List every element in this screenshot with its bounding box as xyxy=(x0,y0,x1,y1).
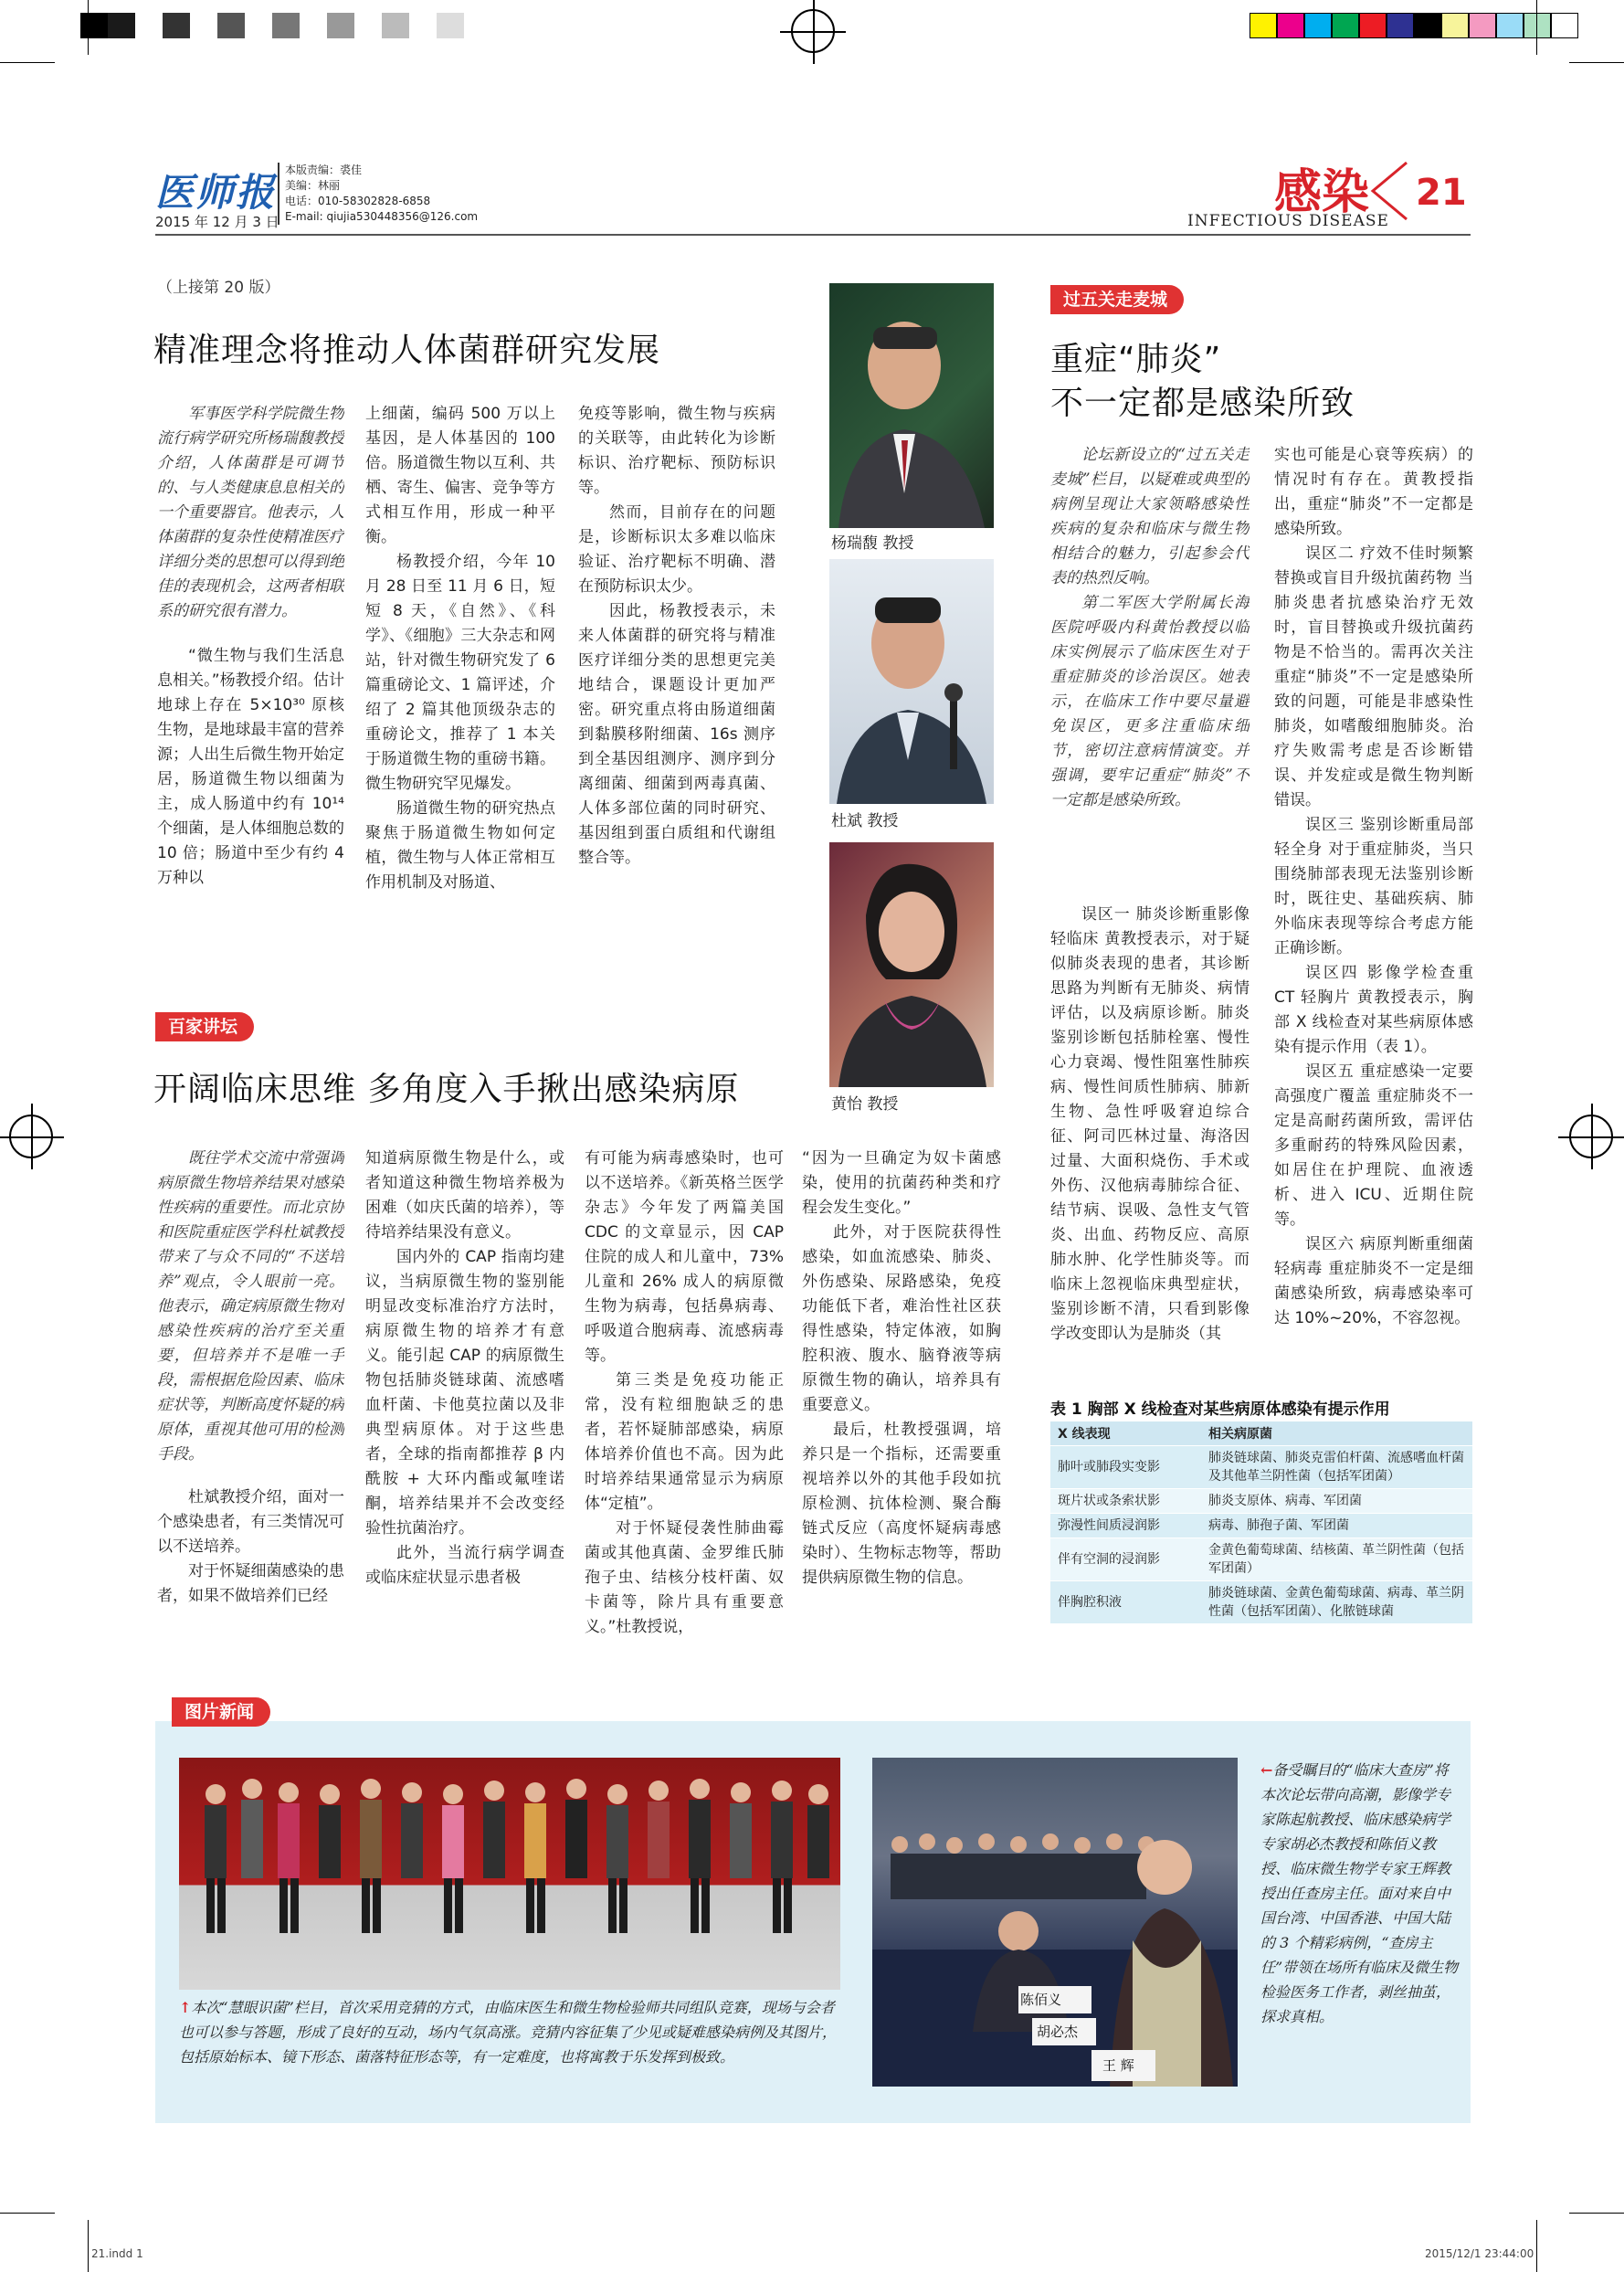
article2-col1 xyxy=(157,1147,344,1658)
right-caption-text: 备受瞩目的“临床大查房”将本次论坛带向高潮，影像学专家陈起航教授、临床感染病学专家胡必杰教授和陈佰义教授、临床微生物学专家王辉教授出任查房主任。面对来自中国台湾、中国香港、中国大陆的 3 个精彩病例，“查房主任”带领在场所有临床及微生物检验医务工作者，剥丝抽茧，探求真相。 xyxy=(1260,1761,1459,2025)
table-header-cell: 相关病原菌 xyxy=(1201,1421,1472,1446)
article3-headline-line1: 重症“肺炎” xyxy=(1050,341,1222,378)
arrow-up-icon: ↑ xyxy=(179,1999,192,2016)
article3-headline-line2: 不一定都是感染所致 xyxy=(1050,385,1355,422)
article2-paragraph: 最后，杜教授强调，培养只是一个指标，还需要重视培养以外的其他手段如抗原检测、抗体检测、聚合酶链式反应（高度怀疑病毒感染时）、生物标志物等，帮助提供病原微生物的信息。 xyxy=(802,1421,1001,1587)
article3-col1 xyxy=(1050,443,1250,900)
issue-date: 2015 年 12 月 3 日 xyxy=(155,214,279,230)
slug-left: 21.indd 1 xyxy=(91,2247,143,2260)
table-cell: 伴胸腔积液 xyxy=(1050,1581,1201,1624)
editor-line: 本版责编：裘佳 xyxy=(285,164,363,176)
registration-target-right xyxy=(1569,1115,1613,1158)
portrait-photo-huang xyxy=(829,842,994,1087)
crop-mark xyxy=(88,0,89,55)
article3-paragraph: 误区五 重症感染一定要高强度广覆盖 重症肺炎不一定是高耐药菌所致，需评估多重耐药的特殊风险因素，如居住在护理院、血液透析、进入 ICU、近期住院等。 xyxy=(1274,1062,1473,1229)
article1-paragraph: 杨教授介绍，今年 10 月 28 日至 11 月 6 日，短短 8 天，《自然》、《科学》、《细胞》三大杂志和网站，针对微生物研究发了 6 篇重磅论文、1 篇评述，介绍了 2 篇其他顶级杂志的重磅论文，推荐了 1 本关于肠道微生物的重磅书籍。微生物研究罕见爆发。 xyxy=(365,553,555,793)
article3-col1-b xyxy=(1050,903,1250,1382)
article2-col4 xyxy=(802,1147,1001,1658)
section-subtitle: INFECTIOUS DISEASE xyxy=(1187,212,1389,230)
article1-paragraph: 因此，杨教授表示，未来人体菌群的研究将与精准医疗详细分类的思想更完美地结合，课题设计更加严密。研究重点将由肠道细菌到黏膜移附细菌、16s 测序到全基因组测序、测序到分离细菌、细菌到两毒真菌、人体多部位菌的同时研究、基因组到蛋白质组和代谢组整合等。 xyxy=(578,602,775,867)
article3-paragraph: 误区三 鉴别诊断重局部轻全身 对于重症肺炎，当只围绕肺部表现无法鉴别诊断时，既往史、基础疾病、肺外临床表现等综合考虑方能正确诊断。 xyxy=(1274,816,1473,957)
section-title: 感染 xyxy=(1274,165,1370,220)
article2-col2 xyxy=(365,1147,564,1658)
article1-paragraph: 军事医学科学院微生物流行病学研究所杨瑞馥教授介绍，人体菌群是可调节的、与人类健康息息相关的一个重要器官。他表示，人体菌群的复杂性使精准医疗详细分类的思想可以得到绝佳的表现机会，这两者相联系的研究很有潜力。 xyxy=(157,405,344,620)
chevron-left-icon xyxy=(1366,159,1411,223)
left-caption-text: 本次“慧眼识菌”栏目，首次采用竞猜的方式，由临床医生和微生物检验师共同组队竞赛，现场与会者也可以参与答题，形成了良好的互动，场内气氛高涨。竞猜内容征集了少见或疑难感染病例及其图片，包括原始标本、镜下形态、菌落特征形态等，有一定难度，也将寓教于乐发挥到极致。 xyxy=(179,1999,838,2066)
article2-paragraph: 既往学术交流中常强调病原微生物培养结果对感染性疾病的重要性。而北京协和医院重症医学科杜斌教授带来了与众不同的“不送培养”观点，令人眼前一亮。他表示，确定病原微生物对感染性疾病的治疗至关重要，但培养并不是唯一手段，需根据危险因素、临床症状等，判断高度怀疑的病原体，重视其他可用的检测手段。 xyxy=(157,1149,344,1464)
registration-target-top xyxy=(791,9,835,53)
portrait-caption: 杨瑞馥 教授 xyxy=(831,534,914,553)
email-line: E-mail: qiujia530448356@126.com xyxy=(285,210,479,223)
table-title: 表 1 胸部 X 线检查对某些病原体感染有提示作用 xyxy=(1050,1400,1390,1419)
conference-photo xyxy=(872,1758,1238,2087)
crop-mark xyxy=(1536,2220,1537,2272)
nameplate: 王 辉 xyxy=(1102,2057,1134,2074)
picture-news-kicker: 图片新闻 xyxy=(172,1697,270,1727)
article2-col3 xyxy=(585,1147,784,1658)
conference-photo-caption xyxy=(1260,1758,1461,2029)
color-bar xyxy=(1250,13,1578,38)
designer-line: 美编：林丽 xyxy=(285,179,341,192)
article3-col2 xyxy=(1274,443,1473,1382)
table-cell: 肺炎链球菌、金黄色葡萄球菌、病毒、革兰阴性菌（包括军团菌）、化脓链球菌 xyxy=(1201,1581,1472,1624)
table-row xyxy=(1050,1489,1472,1514)
table-cell: 伴有空洞的浸润影 xyxy=(1050,1538,1201,1581)
crop-mark xyxy=(1536,0,1537,55)
table-row xyxy=(1050,1446,1472,1489)
table-row xyxy=(1050,1581,1472,1624)
nameplate: 陈佰义 xyxy=(1020,1992,1062,2008)
article1-paragraph: 免疫等影响，微生物与疾病的关联等，由此转化为诊断标识、治疗靶标、预防标识等。 xyxy=(578,405,775,497)
crop-mark xyxy=(1569,2213,1624,2214)
article3-paragraph: 论坛新设立的“过五关走麦城”栏目，以疑难或典型的病例呈现让大家领略感染性疾病的复杂和临床与微生物相结合的魅力，引起参会代表的热烈反响。 xyxy=(1050,446,1250,587)
article3-paragraph: 误区四 影像学检查重 CT 轻胸片 黄教授表示，胸部 X 线检查对某些病原体感染有提示作用（表 1）。 xyxy=(1274,964,1473,1056)
arrow-left-icon: ← xyxy=(1260,1761,1273,1779)
article1-paragraph: 肠道微生物的研究热点聚焦于肠道微生物如何定植，微生物与人体正常相互作用机制及对肠道、 xyxy=(365,799,555,892)
table-cell: 肺炎支原体、病毒、军团菌 xyxy=(1201,1489,1472,1514)
table-cell: 病毒、肺孢子菌、军团菌 xyxy=(1201,1514,1472,1538)
table-row xyxy=(1050,1538,1472,1581)
table-header-cell: X 线表现 xyxy=(1050,1421,1201,1446)
continued-note: （上接第 20 版） xyxy=(157,279,280,297)
table-cell: 肺叶或肺段实变影 xyxy=(1050,1446,1201,1489)
table-cell: 金黄色葡萄球菌、结核菌、革兰阴性菌（包括军团菌） xyxy=(1201,1538,1472,1581)
article2-paragraph: 国内外的 CAP 指南均建议，当病原微生物的鉴别能明显改变标准治疗方法时，病原微生物的培养才有意义。能引起 CAP 的病原微生物包括肺炎链球菌、流感嗜血杆菌、卡他莫拉菌以及非典型病原体。对于这些患者，全球的指南都推荐 β 内酰胺 + 大环内酯或氟喹诺酮，培养结果并不会改变经验性抗菌治疗。 xyxy=(365,1248,564,1538)
article3-paragraph: 第二军医大学附属长海医院呼吸内科黄怡教授以临床实例展示了临床医生对于重症肺炎的诊治误区。她表示，在临床工作中要尽量避免误区，更多注重临床细节，密切注意病情演变。并强调，要牢记重症“肺炎”不一定都是感染所致。 xyxy=(1050,594,1250,809)
portrait-caption: 杜斌 教授 xyxy=(831,812,899,830)
article2-paragraph: 此外，对于医院获得性感染，如血流感染、肺炎、外伤感染、尿路感染，免疫功能低下者，难治性社区获得性感染，特定体液，如胸腔积液、腹水、脑脊液等病原微生物的确认，培养具有重要意义。 xyxy=(802,1223,1001,1414)
article2-paragraph: 知道病原微生物是什么，或者知道这种微生物培养极为困难（如庆氏菌的培养），等待培养结果没有意义。 xyxy=(365,1149,564,1242)
table-cell: 肺炎链球菌、肺炎克雷伯杆菌、流感嗜血杆菌及其他革兰阴性菌（包括军团菌） xyxy=(1201,1446,1472,1489)
article2-paragraph: 对于怀疑侵袭性肺曲霉菌或其他真菌、金罗维氏肺孢子虫、结核分枝杆菌、奴卡菌等，除片具有重要意义。”杜教授说， xyxy=(585,1519,784,1636)
crop-mark xyxy=(1569,62,1624,63)
group-photo-caption xyxy=(179,1995,840,2069)
article1-paragraph: “微生物与我们生活息息相关。”杨教授介绍。估计地球上存在 5×10³⁰ 原核生物，是地球最丰富的营养源；人出生后微生物开始定居，肠道微生物以细菌为主，成人肠道中约有 10¹⁴ 个细菌，是人体细胞总数的 10 倍；肠道中至少有约 4 万种以 xyxy=(157,647,344,887)
phone-line: 电话：010-58302828-6858 xyxy=(285,195,431,207)
grayscale-bar xyxy=(80,13,464,38)
article3-paragraph: 误区一 肺炎诊断重影像轻临床 黄教授表示，对于疑似肺炎表现的患者，其诊断思路为判断有无肺炎、病情评估，以及病原诊断。肺炎鉴别诊断包括肺栓塞、慢性心力衰竭、慢性阻塞性肺疾病、慢性间质性肺病、肺新生物、急性呼吸窘迫综合征、阿司匹林过量、海洛因过量、大面积烧伤、手术或外伤、汉他病毒肺综合征、结节病、误吸、急性支气管炎、出血、药物反应、高原肺水肿、化学性肺炎等。而临床上忽视临床典型症状，鉴别诊断不清，只看到影像学改变即认为是肺炎（其 xyxy=(1050,905,1250,1343)
article2-paragraph: 有可能为病毒感染时，也可以不送培养。《新英格兰医学杂志》今年发了两篇美国 CDC 的文章显示，因 CAP 住院的成人和儿童中，73% 儿童和 26% 成人的病原微生物为病毒，包括鼻病毒、呼吸道合胞病毒、流感病毒等。 xyxy=(585,1149,784,1365)
article2-paragraph: 此外，当流行病学调查或临床症状显示患者极 xyxy=(365,1544,564,1587)
article2-headline: 开阔临床思维 多角度入手揪出感染病原 xyxy=(153,1071,740,1108)
article3-kicker: 过五关走麦城 xyxy=(1050,285,1184,314)
portrait-photo-du xyxy=(829,559,994,804)
article3-paragraph: 实也可能是心衰等疾病）的情况时有存在。黄教授指出，重症“肺炎”不一定都是感染所致。 xyxy=(1274,446,1473,538)
article2-paragraph: 第三类是免疫功能正常，没有粒细胞缺乏的患者，若怀疑肺部感染，病原体培养价值也不高。因为此时培养结果通常显示为病原体“定植”。 xyxy=(585,1371,784,1513)
portrait-caption: 黄怡 教授 xyxy=(831,1095,899,1114)
table-cell: 斑片状或条索状影 xyxy=(1050,1489,1201,1514)
crop-mark xyxy=(0,2213,55,2214)
slug-right: 2015/12/1 23:44:00 xyxy=(1425,2247,1534,2260)
group-photo xyxy=(179,1758,840,1990)
table-row xyxy=(1050,1514,1472,1538)
xray-table xyxy=(1050,1421,1472,1623)
masthead-logo: 医师报 xyxy=(155,170,277,215)
article1-paragraph: 上细菌，编码 500 万以上基因，是人体基因的 100 倍。肠道微生物以互利、共栖、寄生、偏害、竞争等方式相互作用，形成一种平衡。 xyxy=(365,405,555,546)
article1-paragraph: 然而，目前存在的问题是，诊断标识太多难以临床验证、治疗靶标不明确、潜在预防标识太少。 xyxy=(578,503,775,596)
table-cell: 弥漫性间质浸润影 xyxy=(1050,1514,1201,1538)
article1-col2 xyxy=(365,402,555,950)
article1-headline: 精准理念将推动人体菌群研究发展 xyxy=(153,332,661,369)
article1-col3 xyxy=(578,402,775,950)
registration-target-left xyxy=(9,1115,53,1158)
header-rule xyxy=(155,234,1471,236)
nameplate: 胡必杰 xyxy=(1037,2024,1079,2040)
article3-paragraph: 误区六 病原判断重细菌轻病毒 重症肺炎不一定是细菌感染所致，病毒感染率可达 10%~20%，不容忽视。 xyxy=(1274,1235,1473,1327)
article2-paragraph: 对于怀疑细菌感染的患者，如果不做培养们已经 xyxy=(157,1562,344,1605)
article2-paragraph: 杜斌教授介绍，面对一个感染患者，有三类情况可以不送培养。 xyxy=(157,1488,344,1556)
page-number: 21 xyxy=(1416,172,1467,214)
table-header-row xyxy=(1050,1421,1472,1446)
article2-kicker: 百家讲坛 xyxy=(155,1012,254,1041)
editorial-info xyxy=(278,163,515,225)
portrait-photo-yang xyxy=(829,283,994,528)
crop-mark xyxy=(88,2220,89,2272)
article1-col1 xyxy=(157,402,344,950)
crop-mark xyxy=(0,62,55,63)
article2-paragraph: “因为一旦确定为奴卡菌感染，使用的抗菌药种类和疗程会发生变化。” xyxy=(802,1149,1001,1217)
article3-paragraph: 误区二 疗效不佳时频繁替换或盲目升级抗菌药物 当肺炎患者抗感染治疗无效时，盲目替换或升级抗菌药物是不恰当的。需再次关注重症“肺炎”不一定是感染所致的问题，可能是非感染性肺炎，如嗜酸细胞肺炎。治疗失败需考虑是否诊断错误、并发症或是微生物判断错误。 xyxy=(1274,544,1473,809)
